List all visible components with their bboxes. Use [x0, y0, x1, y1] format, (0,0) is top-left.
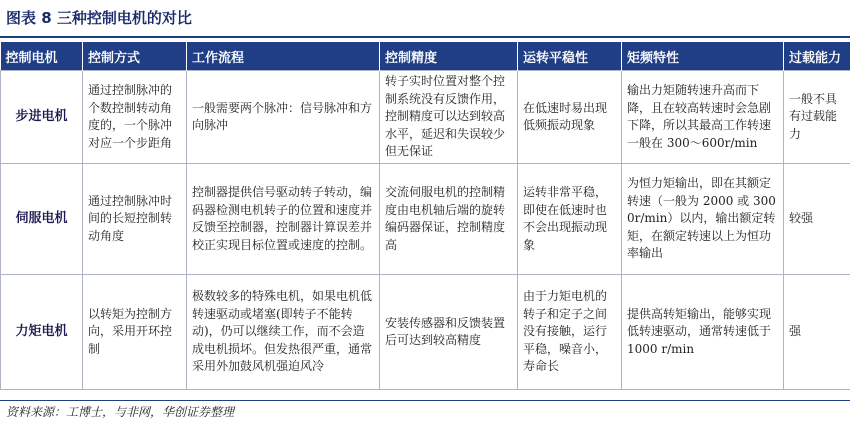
table-row: [1, 71, 850, 164]
title-divider: [0, 36, 850, 38]
source-divider: [0, 400, 850, 401]
row-name: 伺服电机: [1, 164, 83, 275]
cell-overload: 一般不具有过载能力: [784, 71, 850, 164]
cell-stability: 由于力矩电机的转子和定子之间没有接触，运行平稳，噪音小，寿命长: [518, 275, 622, 390]
cell-stability: 运转非常平稳，即使在低速时也不会出现振动现象: [518, 164, 622, 275]
header-row: [1, 42, 850, 71]
cell-precision: 安装传感器和反馈装置后可达到较高精度: [380, 275, 518, 390]
row-name: 力矩电机: [1, 275, 83, 390]
table-row: [1, 164, 850, 275]
row-name: 步进电机: [1, 71, 83, 164]
header-overload: 过载能力: [784, 42, 850, 71]
cell-workflow: 极数较多的特殊电机，如果电机低转速驱动或堵塞(即转子不能转动)，仍可以继续工作，而不会造成电机损坏。但发热很严重，通常采用外加鼓风机强迫风冷: [187, 275, 380, 390]
header-torque-frequency: 矩频特性: [622, 42, 784, 71]
comparison-table: [0, 42, 850, 390]
cell-torque: 提供高转矩输出，能够实现低转速驱动，通常转速低于 1000 r/min: [622, 275, 784, 390]
header-control-method: 控制方式: [83, 42, 187, 71]
cell-precision: 交流伺服电机的控制精度由电机轴后端的旋转编码器保证，控制精度高: [380, 164, 518, 275]
cell-precision: 转子实时位置对整个控制系统没有反馈作用，控制精度可以达到较高水平，延迟和失误较少但无保证: [380, 71, 518, 164]
cell-overload: 强: [784, 275, 850, 390]
cell-workflow: 一般需要两个脉冲：信号脉冲和方向脉冲: [187, 71, 380, 164]
cell-stability: 在低速时易出现低频振动现象: [518, 71, 622, 164]
cell-workflow: 控制器提供信号驱动转子转动，编码器检测电机转子的位置和速度并反馈至控制器，控制器计算误差并校正实现目标位置或速度的控制。: [187, 164, 380, 275]
cell-control: 通过控制脉冲的个数控制转动角度的，一个脉冲对应一个步距角: [83, 71, 187, 164]
header-motor: 控制电机: [1, 42, 83, 71]
cell-control: 通过控制脉冲时间的长短控制转动角度: [83, 164, 187, 275]
header-stability: 运转平稳性: [518, 42, 622, 71]
figure-title: 图表 8 三种控制电机的对比: [6, 9, 192, 27]
cell-torque: 为恒力矩输出，即在其额定转速（一般为 2000 或 3000r/min）以内，输出额定转矩，在额定转速以上为恒功率输出: [622, 164, 784, 275]
table-row: [1, 275, 850, 390]
header-precision: 控制精度: [380, 42, 518, 71]
source-note: 资料来源：工博士，与非网，华创证券整理: [6, 405, 235, 419]
cell-overload: 较强: [784, 164, 850, 275]
header-workflow: 工作流程: [187, 42, 380, 71]
cell-control: 以转矩为控制方向，采用开环控制: [83, 275, 187, 390]
cell-torque: 输出力矩随转速升高而下降，且在较高转速时会急剧下降，所以其最高工作转速一般在 300～600r/min: [622, 71, 784, 164]
